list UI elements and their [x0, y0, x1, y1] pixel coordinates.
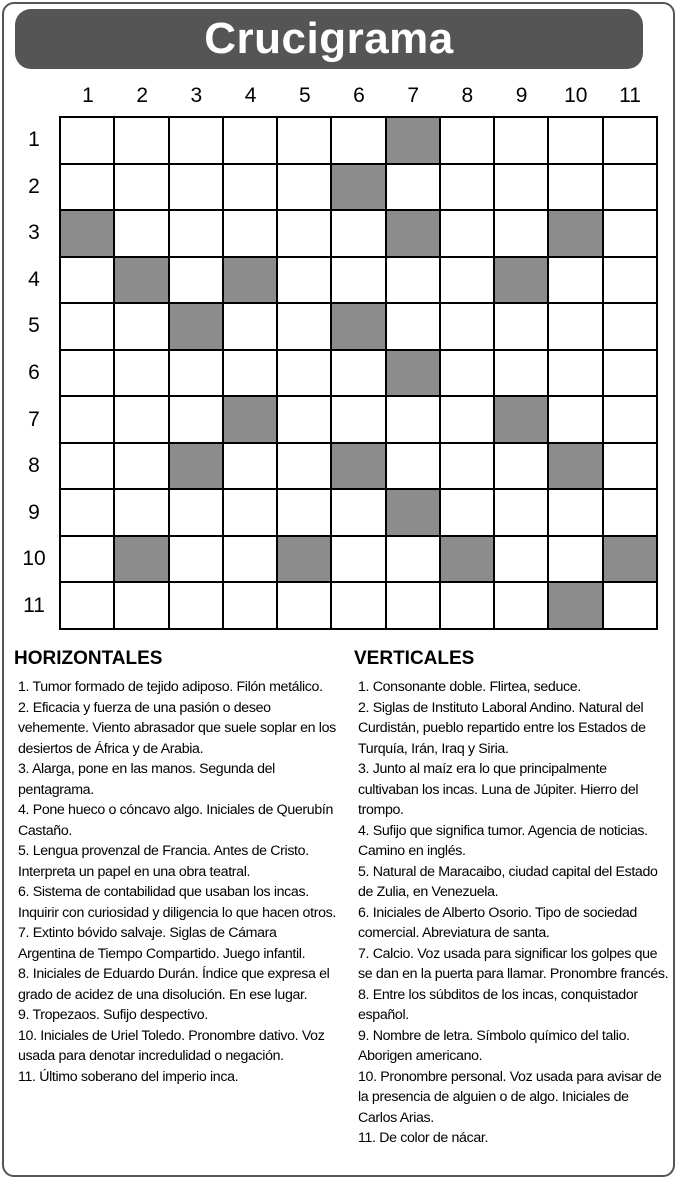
black-cell	[224, 258, 276, 303]
column-number: 10	[564, 84, 588, 107]
answer-cell[interactable]	[332, 351, 384, 396]
answer-cell[interactable]	[115, 351, 167, 396]
answer-cell[interactable]	[170, 258, 222, 303]
answer-cell[interactable]	[549, 537, 601, 582]
black-cell	[332, 165, 384, 210]
answer-cell[interactable]	[604, 118, 656, 163]
answer-cell[interactable]	[170, 490, 222, 535]
row-number: 5	[28, 314, 40, 338]
answer-cell[interactable]	[332, 490, 384, 535]
column-number: 2	[136, 84, 149, 107]
column-number: 4	[244, 84, 257, 107]
answer-cell[interactable]	[549, 397, 601, 442]
answer-cell[interactable]	[495, 490, 547, 535]
black-cell	[278, 537, 330, 582]
horizontal-clue: 8. Iniciales de Eduardo Durán. Índice que expresa el grado de acidez de una disolución. En ese lugar.	[18, 966, 330, 1003]
horizontal-clue: 9. Tropezaos. Sufijo despectivo.	[18, 1007, 208, 1023]
row-number: 11	[23, 594, 45, 617]
black-cell	[387, 118, 439, 163]
horizontal-clue: 6. Sistema de contabilidad que usaban los incas. Inquirir con curiosidad y diligencia lo que hacen otros.	[18, 884, 336, 921]
answer-cell[interactable]	[549, 258, 601, 303]
answer-cell[interactable]	[441, 583, 493, 628]
answer-cell[interactable]	[549, 165, 601, 210]
horizontal-clue: 5. Lengua provenzal de Francia. Antes de Cristo. Interpreta un papel en una obra teatral.	[18, 843, 309, 880]
vertical-clue: 4. Sufijo que significa tumor. Agencia de noticias. Camino en inglés.	[358, 822, 648, 859]
answer-cell[interactable]	[332, 397, 384, 442]
vertical-clue: 6. Iniciales de Alberto Osorio. Tipo de sociedad comercial. Abreviatura de santa.	[358, 904, 637, 941]
answer-cell[interactable]	[224, 304, 276, 349]
black-cell	[332, 304, 384, 349]
row-number: 9	[28, 500, 40, 524]
black-cell	[441, 537, 493, 582]
row-number: 8	[28, 454, 40, 478]
answer-cell[interactable]	[61, 351, 113, 396]
answer-cell[interactable]	[332, 118, 384, 163]
answer-cell[interactable]	[115, 165, 167, 210]
horizontal-clues-list	[14, 677, 336, 1087]
answer-cell[interactable]	[332, 258, 384, 303]
answer-cell[interactable]	[604, 165, 656, 210]
column-number: 8	[461, 84, 474, 107]
black-cell	[495, 397, 547, 442]
answer-cell[interactable]	[495, 118, 547, 163]
answer-cell[interactable]	[387, 537, 439, 582]
answer-cell[interactable]	[387, 304, 439, 349]
vertical-clue: 8. Entre los súbditos de los incas, conquistador español.	[358, 986, 638, 1023]
answer-cell[interactable]	[115, 397, 167, 442]
answer-cell[interactable]	[61, 304, 113, 349]
answer-cell[interactable]	[224, 351, 276, 396]
column-number: 3	[190, 84, 203, 107]
answer-cell[interactable]	[604, 444, 656, 489]
answer-cell[interactable]	[170, 211, 222, 256]
horizontal-clue: 2. Eficacia y fuerza de una pasión o deseo vehemente. Viento abrasador que suele soplar en los desiertos de África y de Arabia.	[18, 699, 336, 757]
answer-cell[interactable]	[604, 211, 656, 256]
vertical-clue: 5. Natural de Maracaibo, ciudad capital del Estado de Zulia, en Venezuela.	[358, 863, 658, 900]
answer-cell[interactable]	[224, 537, 276, 582]
vertical-clue: 2. Siglas de Instituto Laboral Andino. Natural del Curdistán, pueblo repartido entre los Estados de Turquía, Irán, Iraq y Siria.	[358, 699, 646, 757]
answer-cell[interactable]	[387, 444, 439, 489]
answer-cell[interactable]	[441, 258, 493, 303]
row-number: 4	[28, 267, 40, 291]
answer-cell[interactable]	[495, 351, 547, 396]
answer-cell[interactable]	[278, 397, 330, 442]
answer-cell[interactable]	[441, 165, 493, 210]
column-number: 7	[407, 84, 420, 107]
black-cell	[115, 258, 167, 303]
answer-cell[interactable]	[332, 537, 384, 582]
answer-cell[interactable]	[495, 583, 547, 628]
column-number: 6	[353, 84, 365, 107]
row-number: 3	[28, 221, 40, 245]
vertical-clue: 3. Junto al maíz era lo que principalmente cultivaban los incas. Luna de Júpiter. Hierro del trompo.	[358, 761, 639, 818]
column-number: 5	[298, 84, 311, 107]
answer-cell[interactable]	[278, 211, 330, 256]
vertical-clue: 11. De color de nácar.	[358, 1130, 489, 1146]
black-cell	[61, 211, 113, 256]
vertical-clue: 9. Nombre de letra. Símbolo químico del talio. Aborigen americano.	[358, 1027, 630, 1064]
black-cell	[387, 351, 439, 396]
black-cell	[224, 397, 276, 442]
answer-cell[interactable]	[115, 304, 167, 349]
answer-cell[interactable]	[278, 490, 330, 535]
row-number: 7	[28, 407, 40, 431]
answer-cell[interactable]	[441, 211, 493, 256]
answer-cell[interactable]	[549, 118, 601, 163]
answer-cell[interactable]	[61, 258, 113, 303]
title-banner	[15, 9, 643, 69]
answer-cell[interactable]	[278, 583, 330, 628]
answer-cell[interactable]	[224, 444, 276, 489]
black-cell	[549, 583, 601, 628]
answer-cell[interactable]	[115, 490, 167, 535]
answer-cell[interactable]	[604, 397, 656, 442]
black-cell	[604, 537, 656, 582]
black-cell	[170, 304, 222, 349]
answer-cell[interactable]	[441, 304, 493, 349]
horizontal-clue: 4. Pone hueco o cóncavo algo. Iniciales de Querubín Castaño.	[18, 802, 333, 839]
answer-cell[interactable]	[278, 304, 330, 349]
answer-cell[interactable]	[224, 118, 276, 163]
answer-cell[interactable]	[441, 397, 493, 442]
answer-cell[interactable]	[170, 118, 222, 163]
answer-cell[interactable]	[170, 583, 222, 628]
answer-cell[interactable]	[495, 304, 547, 349]
horizontal-clues-heading: HORIZONTALES	[14, 648, 163, 669]
answer-cell[interactable]	[495, 537, 547, 582]
answer-cell[interactable]	[441, 490, 493, 535]
answer-cell[interactable]	[170, 165, 222, 210]
answer-cell[interactable]	[495, 211, 547, 256]
answer-cell[interactable]	[387, 583, 439, 628]
answer-cell[interactable]	[61, 490, 113, 535]
answer-cell[interactable]	[170, 351, 222, 396]
horizontal-clue: 1. Tumor formado de tejido adiposo. Filón metálico.	[18, 679, 323, 695]
black-cell	[549, 211, 601, 256]
answer-cell[interactable]	[387, 397, 439, 442]
column-number: 9	[515, 84, 528, 107]
row-number: 10	[22, 547, 46, 571]
answer-cell[interactable]	[604, 258, 656, 303]
answer-cell[interactable]	[549, 351, 601, 396]
answer-cell[interactable]	[495, 165, 547, 210]
answer-cell[interactable]	[604, 583, 656, 628]
answer-cell[interactable]	[115, 211, 167, 256]
answer-cell[interactable]	[278, 444, 330, 489]
answer-cell[interactable]	[387, 258, 439, 303]
answer-cell[interactable]	[278, 118, 330, 163]
black-cell	[170, 444, 222, 489]
answer-cell[interactable]	[549, 304, 601, 349]
answer-cell[interactable]	[604, 351, 656, 396]
black-cell	[387, 211, 439, 256]
answer-cell[interactable]	[115, 583, 167, 628]
vertical-clue: 1. Consonante doble. Flirtea, seduce.	[358, 679, 581, 695]
answer-cell[interactable]	[170, 537, 222, 582]
answer-cell[interactable]	[278, 351, 330, 396]
horizontal-clue: 10. Iniciales de Uriel Toledo. Pronombre dativo. Voz usada para denotar incredulidad o negación.	[18, 1027, 325, 1064]
horizontal-clues-section	[14, 648, 336, 1087]
answer-cell[interactable]	[61, 165, 113, 210]
vertical-clues-section	[354, 648, 670, 1149]
answer-cell[interactable]	[495, 444, 547, 489]
answer-cell[interactable]	[115, 118, 167, 163]
answer-cell[interactable]	[224, 583, 276, 628]
answer-cell[interactable]	[441, 444, 493, 489]
answer-cell[interactable]	[549, 490, 601, 535]
horizontal-clue: 11. Último soberano del imperio inca.	[18, 1068, 239, 1085]
answer-cell[interactable]	[61, 444, 113, 489]
page-title: Crucigrama	[204, 14, 454, 63]
answer-cell[interactable]	[61, 537, 113, 582]
vertical-clues-heading: VERTICALES	[354, 648, 475, 669]
row-number: 1	[28, 128, 40, 151]
answer-cell[interactable]	[170, 397, 222, 442]
answer-cell[interactable]	[224, 490, 276, 535]
answer-cell[interactable]	[61, 118, 113, 163]
black-cell	[115, 537, 167, 582]
answer-cell[interactable]	[224, 165, 276, 210]
answer-cell[interactable]	[604, 304, 656, 349]
vertical-clue: 10. Pronombre personal. Voz usada para avisar de la presencia de alguien o de algo. Iniciales de Carlos Arias.	[358, 1068, 662, 1126]
answer-cell[interactable]	[604, 490, 656, 535]
answer-cell[interactable]	[278, 165, 330, 210]
answer-cell[interactable]	[332, 583, 384, 628]
answer-cell[interactable]	[61, 583, 113, 628]
answer-cell[interactable]	[441, 118, 493, 163]
black-cell	[332, 444, 384, 489]
answer-cell[interactable]	[278, 258, 330, 303]
answer-cell[interactable]	[332, 211, 384, 256]
answer-cell[interactable]	[224, 211, 276, 256]
answer-cell[interactable]	[61, 397, 113, 442]
column-number: 1	[82, 84, 94, 107]
answer-cell[interactable]	[441, 351, 493, 396]
row-number: 6	[28, 361, 40, 384]
black-cell	[549, 444, 601, 489]
black-cell	[495, 258, 547, 303]
horizontal-clue: 7. Extinto bóvido salvaje. Siglas de Cámara Argentina de Tiempo Compartido. Juego infantil.	[18, 925, 306, 962]
answer-cell[interactable]	[115, 444, 167, 489]
answer-cell[interactable]	[387, 165, 439, 210]
vertical-clue: 7. Calcio. Voz usada para significar los golpes que se dan en la puerta para llamar. Pronombre francés.	[358, 945, 669, 982]
black-cell	[387, 490, 439, 535]
column-number: 11	[619, 84, 641, 107]
horizontal-clue: 3. Alarga, pone en las manos. Segunda del pentagrama.	[18, 761, 275, 798]
row-number: 2	[28, 174, 40, 198]
crossword-grid	[59, 116, 658, 630]
vertical-clues-list	[354, 677, 670, 1149]
